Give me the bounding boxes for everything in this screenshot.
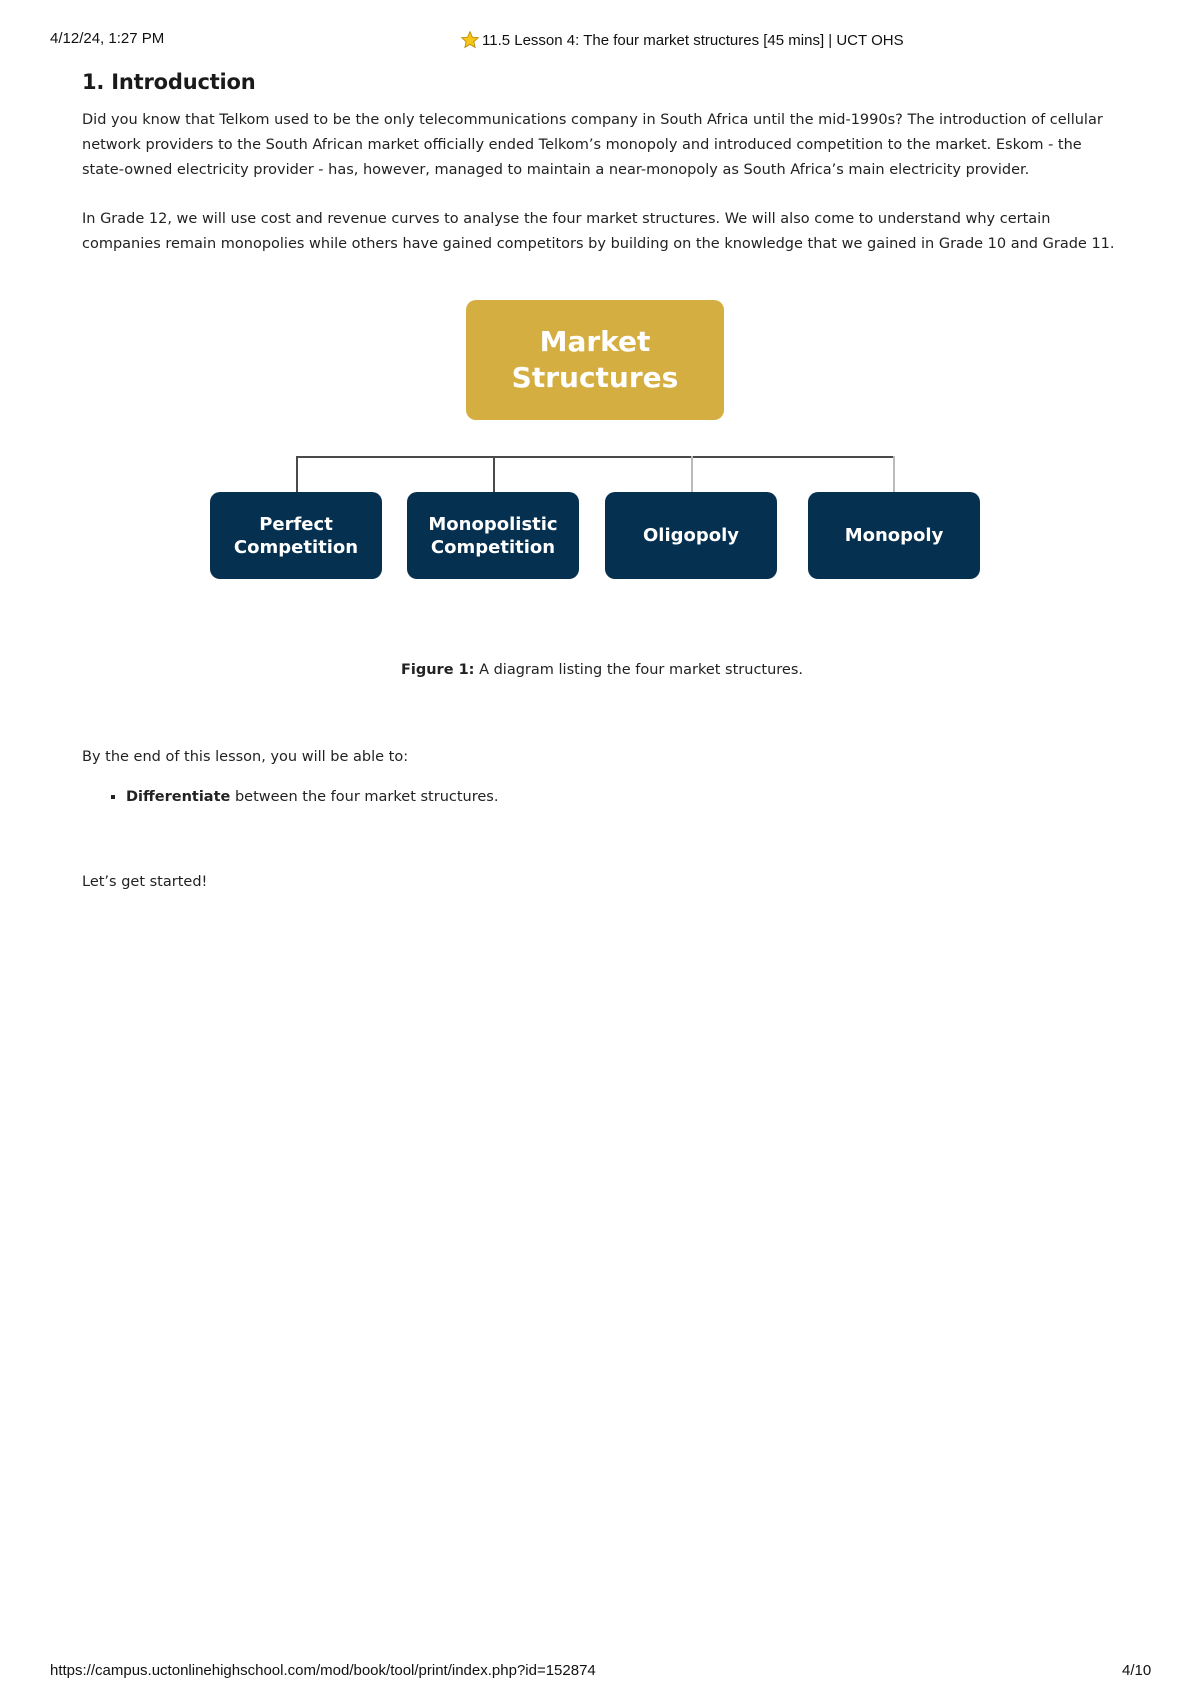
box-monopoly [808,492,980,579]
connector-drop-3 [691,456,693,492]
connector-drop-1 [296,456,298,492]
closing-line: Let’s get started! [82,874,208,890]
box-label: Monopolistic [428,513,558,535]
section-heading: 1. Introduction [82,70,256,94]
box-label: Competition [233,536,359,558]
figure-caption-text: A diagram listing the four market structures. [479,662,804,678]
star-icon [460,30,480,50]
outcome-verb: Differentiate [126,789,231,805]
print-datetime: 4/12/24, 1:27 PM [50,30,165,47]
connector-drop-4 [893,456,895,492]
box-oligopoly [605,492,777,579]
diagram-root-box [466,300,724,420]
root-label-line2: Structures [511,361,679,394]
figure-caption [82,662,1122,678]
outcomes-list [82,785,498,810]
print-url: https://campus.uctonlinehighschool.com/mod/book/tool/print/index.php?id=152874 [50,1662,596,1679]
root-label-line1: Market [539,325,651,358]
lesson-content [82,70,1122,890]
intro-paragraph-1: Did you know that Telkom used to be the only telecommunications company in South Africa until the mid-1990s? The introduction of cellular network providers to the South African market officially ended Telkom’s monopoly and introduced competition to the market. Eskom - the state-owned electricity provider - has, however, managed to maintain a near-monopoly as South Africa’s main electricity provider. [82,112,1103,178]
list-item [126,785,498,810]
box-label: Competition [430,536,556,558]
print-page-title [460,30,904,50]
outcomes-intro: By the end of this lesson, you will be able to: [82,749,409,765]
box-perfect-competition [210,492,382,579]
box-monopolistic-competition [407,492,579,579]
box-label: Monopoly [844,525,944,546]
page-number: 4/10 [1122,1662,1152,1679]
market-structures-diagram [210,300,990,590]
outcome-text: between the four market structures. [230,789,499,805]
connector-horizontal [296,456,894,458]
box-label: Perfect [259,513,333,535]
box-label: Oligopoly [642,525,740,546]
connector-drop-2 [493,456,495,492]
figure-label: Figure 1: [400,662,475,678]
page-title-text: 11.5 Lesson 4: The four market structures [45 mins] | UCT OHS [482,31,904,49]
intro-paragraph-2: In Grade 12, we will use cost and revenue curves to analyse the four market structures. We will also come to understand why certain companies remain monopolies while others have gained competitors by building on the knowledge that we gained in Grade 10 and Grade 11. [82,211,1115,252]
